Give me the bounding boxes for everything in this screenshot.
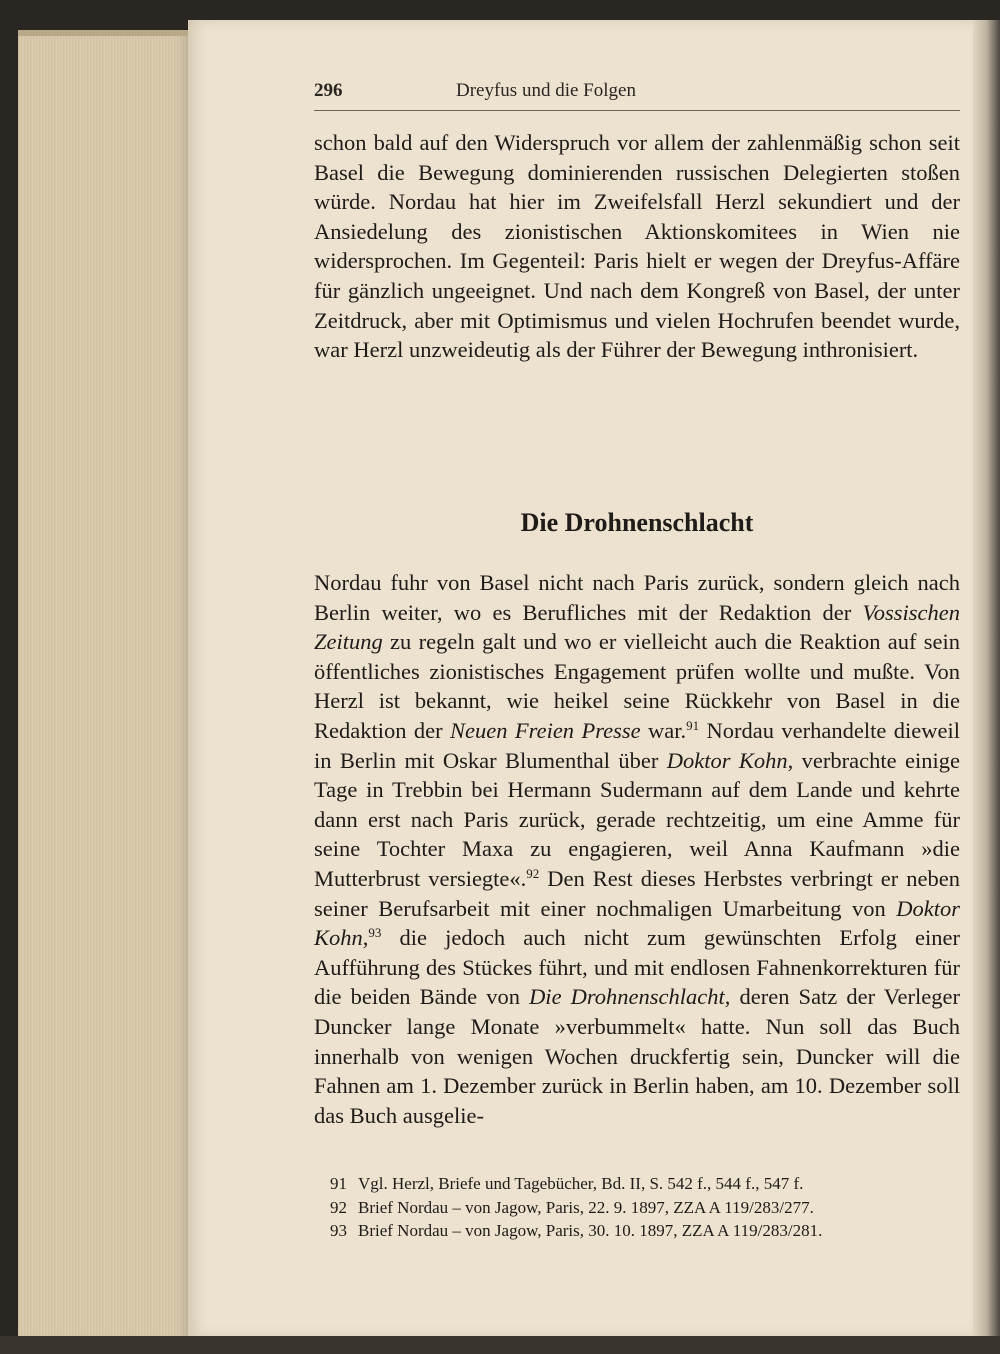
italic-title: Doktor Kohn <box>314 895 960 951</box>
text-run: , verbrachte einige Tage in Trebbin bei Hermann Sudermann auf dem Lande und kehrte dann erst nach Paris zurück, gerade rechtzeitig, um eine Amme für seine Tochter Maxa zu engagieren, weil Anna Kaufmann »die Mutterbrust versiegte«. <box>314 747 960 891</box>
italic-title: Doktor Kohn <box>666 747 788 773</box>
footnote-ref-93[interactable]: 93 <box>368 925 382 941</box>
text-run: war. <box>640 717 687 743</box>
italic-title: Neuen Freien Presse <box>450 717 641 743</box>
text-run: , deren Satz der Verleger Duncker lange Monate »verbummelt« hatte. Nun soll das Buch innerhalb von wenigen Wochen druckfertig sein, Duncker will die Fahnen am 1. Dezember zurück in Berlin haben, am 10. Dezember soll das Buch ausgelie- <box>314 984 960 1128</box>
body-paragraph-2 <box>314 568 960 1130</box>
footnote-93 <box>330 1219 970 1243</box>
footnote-text: Brief Nordau – von Jagow, Paris, 30. 10. 1897, ZZA A 119/283/281. <box>358 1221 823 1240</box>
text-run: zu regeln galt und wo er vielleicht auch die Reaktion auf sein öffentliches zionistisches Engagement prüfen wollte und mußte. Von Herzl ist bekannt, wie heikel seine Rückkehr von Basel in die Redaktion der <box>314 629 960 743</box>
italic-title: Die Drohnenschlacht <box>529 984 725 1010</box>
footnotes <box>330 1172 970 1243</box>
running-title: Dreyfus und die Folgen <box>456 80 636 101</box>
italic-title: Vossischen Zeitung <box>314 599 960 655</box>
footnote-text: Vgl. Herzl, Briefe und Tagebücher, Bd. II, S. 542 f., 544 f., 547 f. <box>358 1174 804 1193</box>
paragraph-text: schon bald auf den Widerspruch vor allem der zahlenmäßig schon seit Basel die Bewegung dominierenden russischen Delegierten stoßen würde. Nordau hat hier im Zweifelsfall Herzl sekundiert und der Ansiedelung des zionistischen Aktionskomitees in Wien nie widersprochen. Im Gegenteil: Paris hielt er wegen der Dreyfus-Affäre für gänzlich ungeeignet. Und nach dem Kongreß von Basel, der unter Zeitdruck, aber mit Optimismus und vielen Hochrufen beendet wurde, war Herzl unzweideutig als der Führer der Bewegung inthronisiert. <box>314 130 960 363</box>
footnote-text: Brief Nordau – von Jagow, Paris, 22. 9. 1897, ZZA A 119/283/277. <box>358 1197 814 1217</box>
book-spine-edge <box>973 20 1000 1336</box>
text-run: Nordau fuhr von Basel nicht nach Paris zurück, sondern gleich nach Berlin weiter, wo es Berufliches mit der Redaktion der <box>314 570 960 625</box>
footnote-91 <box>330 1172 970 1196</box>
footnote-number: 91 <box>330 1174 347 1193</box>
scan-background <box>0 1336 1000 1354</box>
text-run: Nordau verhandelte dieweil in Berlin mit Oskar Blumenthal über <box>314 717 960 773</box>
running-head <box>314 80 960 111</box>
section-heading: Die Drohnenschlacht <box>520 508 754 537</box>
body-paragraph-1 <box>314 128 960 365</box>
footnote-number: 93 <box>330 1221 347 1240</box>
footnote-number: 92 <box>330 1197 347 1217</box>
text-run: die jedoch auch nicht zum gewünschten Erfolg einer Aufführung des Stückes führt, und mit endlosen Fahnenkorrekturen für die beiden Bände von <box>314 925 960 1010</box>
footnote-92 <box>330 1196 970 1220</box>
paragraph-text <box>314 568 960 1130</box>
text-run: Den Rest dieses Herbstes verbringt er neben seiner Berufsarbeit mit einer nochmaligen Umarbeitung von <box>314 865 960 921</box>
footnote-ref-91[interactable]: 91 <box>686 717 700 733</box>
book-page-edges <box>18 30 190 1342</box>
page-number: 296 <box>314 80 343 101</box>
text-run: , <box>362 925 369 951</box>
footnote-ref-92[interactable]: 92 <box>526 865 540 881</box>
